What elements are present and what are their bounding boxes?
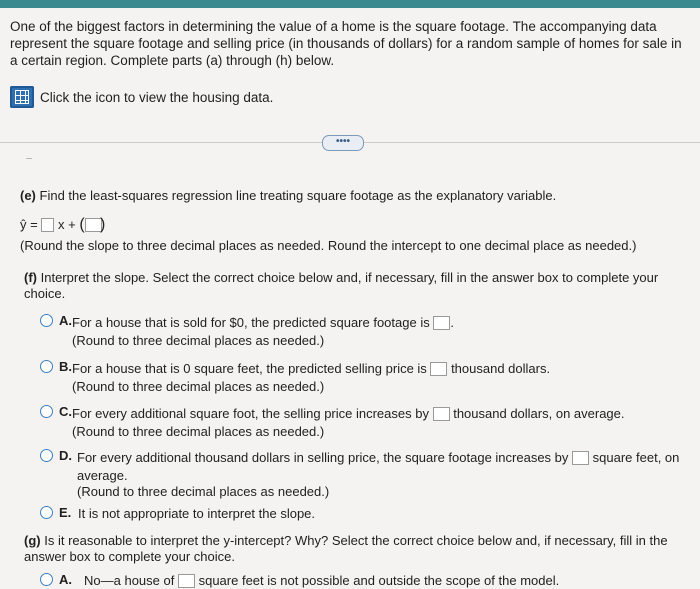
part-f-label: (f) [24, 270, 37, 285]
option-d-answer-box[interactable] [572, 451, 589, 465]
option-a-post: . [450, 315, 454, 330]
option-a-note: (Round to three decimal places as needed.) [72, 333, 325, 348]
option-a-text [72, 314, 454, 331]
slope-answer-box[interactable] [41, 218, 54, 232]
option-b-radio[interactable] [40, 360, 53, 373]
option-c-radio[interactable] [40, 405, 53, 418]
housing-data-link-label: Click the icon to view the housing data. [40, 89, 274, 105]
part-g-question [24, 532, 668, 549]
option-c-pre: For every additional square foot, the selling price increases by [72, 406, 429, 421]
part-f-text-line1: Interpret the slope. Select the correct choice below and, if necessary, fill in the answer box to complete your [40, 270, 659, 285]
option-b-pre: For a house that is 0 square feet, the predicted selling price is [72, 361, 427, 376]
option-a-letter: A. [59, 313, 72, 328]
part-g-text-line1: Is it reasonable to interpret the y-intercept? Why? Select the correct choice below and, if necessary, fill in the [44, 533, 668, 548]
option-d-post: square feet, on [592, 450, 680, 465]
option-b-post: thousand dollars. [451, 361, 551, 376]
option-c-text [72, 405, 625, 422]
option-c-letter: C. [59, 404, 72, 419]
option-d-radio[interactable] [40, 449, 53, 462]
data-table-icon[interactable] [10, 86, 34, 108]
part-g-option-a-pre: No—a house of [84, 573, 175, 588]
part-g-option-a-radio[interactable] [40, 573, 53, 586]
option-a-radio[interactable] [40, 314, 53, 327]
part-e-instruction: (Round the slope to three decimal places as needed. Round the intercept to one decimal place as needed.) [20, 238, 637, 253]
equation-x-plus: x + [57, 217, 76, 232]
part-g-option-a-text [84, 572, 559, 589]
part-g-option-a-answer-box[interactable] [178, 574, 195, 588]
option-d-text-line2: average. [77, 468, 128, 483]
divider-tick [26, 158, 32, 159]
equation-yhat: ŷ = [20, 217, 38, 232]
option-e-text: It is not appropriate to interpret the slope. [78, 506, 316, 521]
housing-data-link[interactable] [10, 86, 273, 108]
part-e-label: (e) [20, 188, 36, 203]
option-c-post: thousand dollars, on average. [453, 406, 625, 421]
question-intro: One of the biggest factors in determining the value of a home is the square footage. The accompanying data represent the square footage and selling price (in thousands of dollars) for a random sample of homes for sale in a certain region. Complete parts (a) through (h) below. [10, 19, 682, 68]
intercept-parentheses [79, 217, 105, 233]
option-c-answer-box[interactable] [433, 407, 450, 421]
option-d-text [77, 449, 679, 466]
option-d-note: (Round to three decimal places as needed.) [77, 484, 330, 499]
option-d-pre: For every additional thousand dollars in selling price, the square footage increases by [77, 450, 569, 465]
option-e-radio[interactable] [40, 506, 53, 519]
expand-more-button[interactable]: •••• [322, 135, 364, 151]
option-d-letter: D. [59, 448, 72, 463]
regression-equation [20, 216, 105, 233]
part-g-option-a-post: square feet is not possible and outside the scope of the model. [198, 573, 560, 588]
part-e-text: Find the least-squares regression line treating square footage as the explanatory variable. [39, 188, 557, 203]
option-b-note: (Round to three decimal places as needed.) [72, 379, 325, 394]
part-e-question [20, 187, 556, 204]
part-f-text-line2: choice. [24, 286, 66, 301]
option-a-pre: For a house that is sold for $0, the predicted square footage is [72, 315, 430, 330]
option-b-answer-box[interactable] [430, 362, 447, 376]
option-b-text [72, 360, 550, 377]
part-g-option-a-letter: A. [59, 572, 72, 587]
option-b-letter: B. [59, 359, 72, 374]
part-g-label: (g) [24, 533, 41, 548]
option-e-letter: E. [59, 505, 72, 520]
top-bar [0, 0, 700, 8]
part-f-question [24, 269, 658, 286]
part-g-text-line2: answer box to complete your choice. [24, 549, 235, 564]
intercept-answer-box[interactable] [85, 218, 102, 232]
option-c-note: (Round to three decimal places as needed.) [72, 424, 325, 439]
option-a-answer-box[interactable] [433, 316, 450, 330]
